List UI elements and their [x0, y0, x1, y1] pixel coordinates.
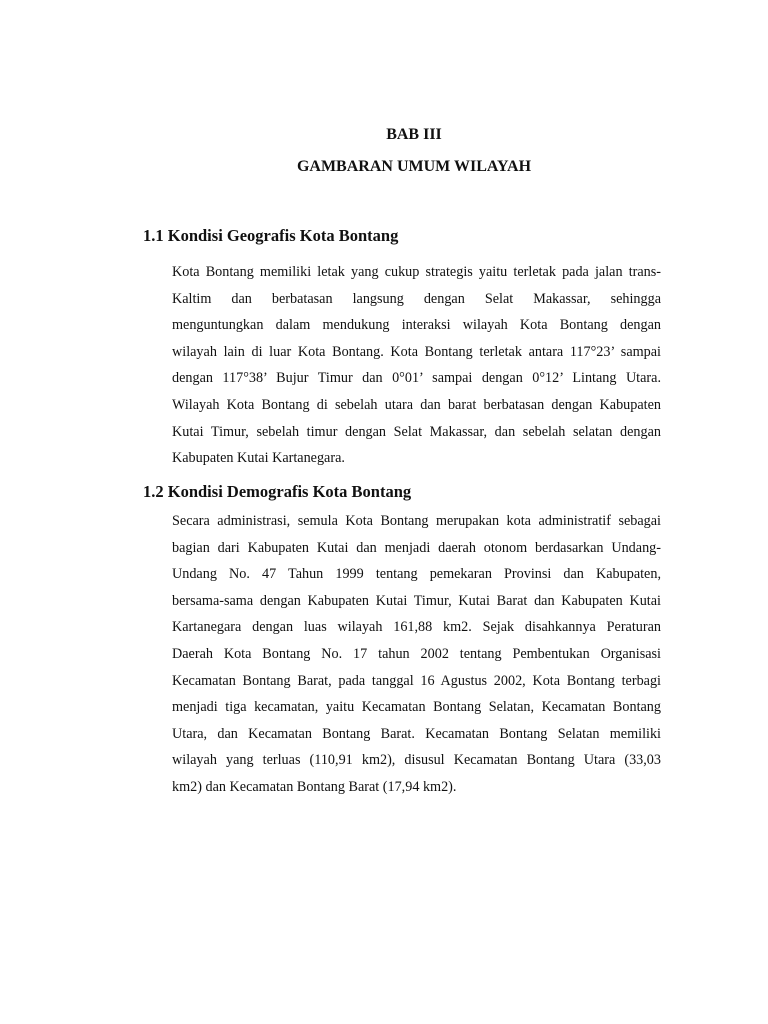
text-line: dengan 117°38’ Bujur Timur dan 0°01’ sampai dengan 0°12’ Lintang Utara.	[172, 370, 661, 387]
text-line: menguntungkan dalam mendukung interaksi wilayah Kota Bontang dengan	[172, 317, 661, 334]
text-line: Kartanegara dengan luas wilayah 161,88 km2. Sejak disahkannya Peraturan	[172, 619, 661, 636]
section-heading-geografis: 1.1 Kondisi Geografis Kota Bontang	[143, 226, 399, 245]
text-line: wilayah lain di luar Kota Bontang. Kota Bontang terletak antara 117°23’ sampai	[172, 343, 661, 360]
text-line: Kabupaten Kutai Kartanegara.	[172, 450, 345, 467]
chapter-number: BAB III	[386, 126, 442, 143]
text-line: Kota Bontang memiliki letak yang cukup strategis yaitu terletak pada jalan trans-	[172, 264, 661, 280]
text-line: Wilayah Kota Bontang di sebelah utara dan barat berbatasan dengan Kabupaten	[172, 396, 661, 413]
text-line: menjadi tiga kecamatan, yaitu Kecamatan Bontang Selatan, Kecamatan Bontang	[172, 699, 661, 716]
section-heading-demografis: 1.2 Kondisi Demografis Kota Bontang	[143, 482, 412, 501]
text-line: Daerah Kota Bontang No. 17 tahun 2002 tentang Pembentukan Organisasi	[172, 645, 661, 662]
text-line: wilayah yang terluas (110,91 km2), disusul Kecamatan Bontang Utara (33,03	[172, 752, 661, 769]
paragraph-geografis	[172, 259, 661, 472]
text-line: Undang No. 47 Tahun 1999 tentang pemekaran Provinsi dan Kabupaten,	[172, 566, 661, 583]
text-line: Secara administrasi, semula Kota Bontang merupakan kota administratif sebagai	[172, 513, 661, 529]
text-line: km2) dan Kecamatan Bontang Barat (17,94 km2).	[172, 778, 457, 795]
text-line: Kaltim dan berbatasan langsung dengan Selat Makassar, sehingga	[172, 290, 661, 307]
paragraph-demografis	[172, 508, 661, 801]
text-line: Kecamatan Bontang Barat, pada tanggal 16 Agustus 2002, Kota Bontang terbagi	[172, 672, 661, 689]
text-line: bagian dari Kabupaten Kutai dan menjadi daerah otonom berdasarkan Undang-	[172, 539, 661, 556]
chapter-title: GAMBARAN UMUM WILAYAH	[296, 158, 532, 175]
text-line: Utara, dan Kecamatan Bontang Barat. Kecamatan Bontang Selatan memiliki	[172, 725, 661, 742]
text-line: Kutai Timur, sebelah timur dengan Selat Makassar, dan sebelah selatan dengan	[172, 423, 661, 440]
text-line: bersama-sama dengan Kabupaten Kutai Timur, Kutai Barat dan Kabupaten Kutai	[172, 592, 661, 609]
